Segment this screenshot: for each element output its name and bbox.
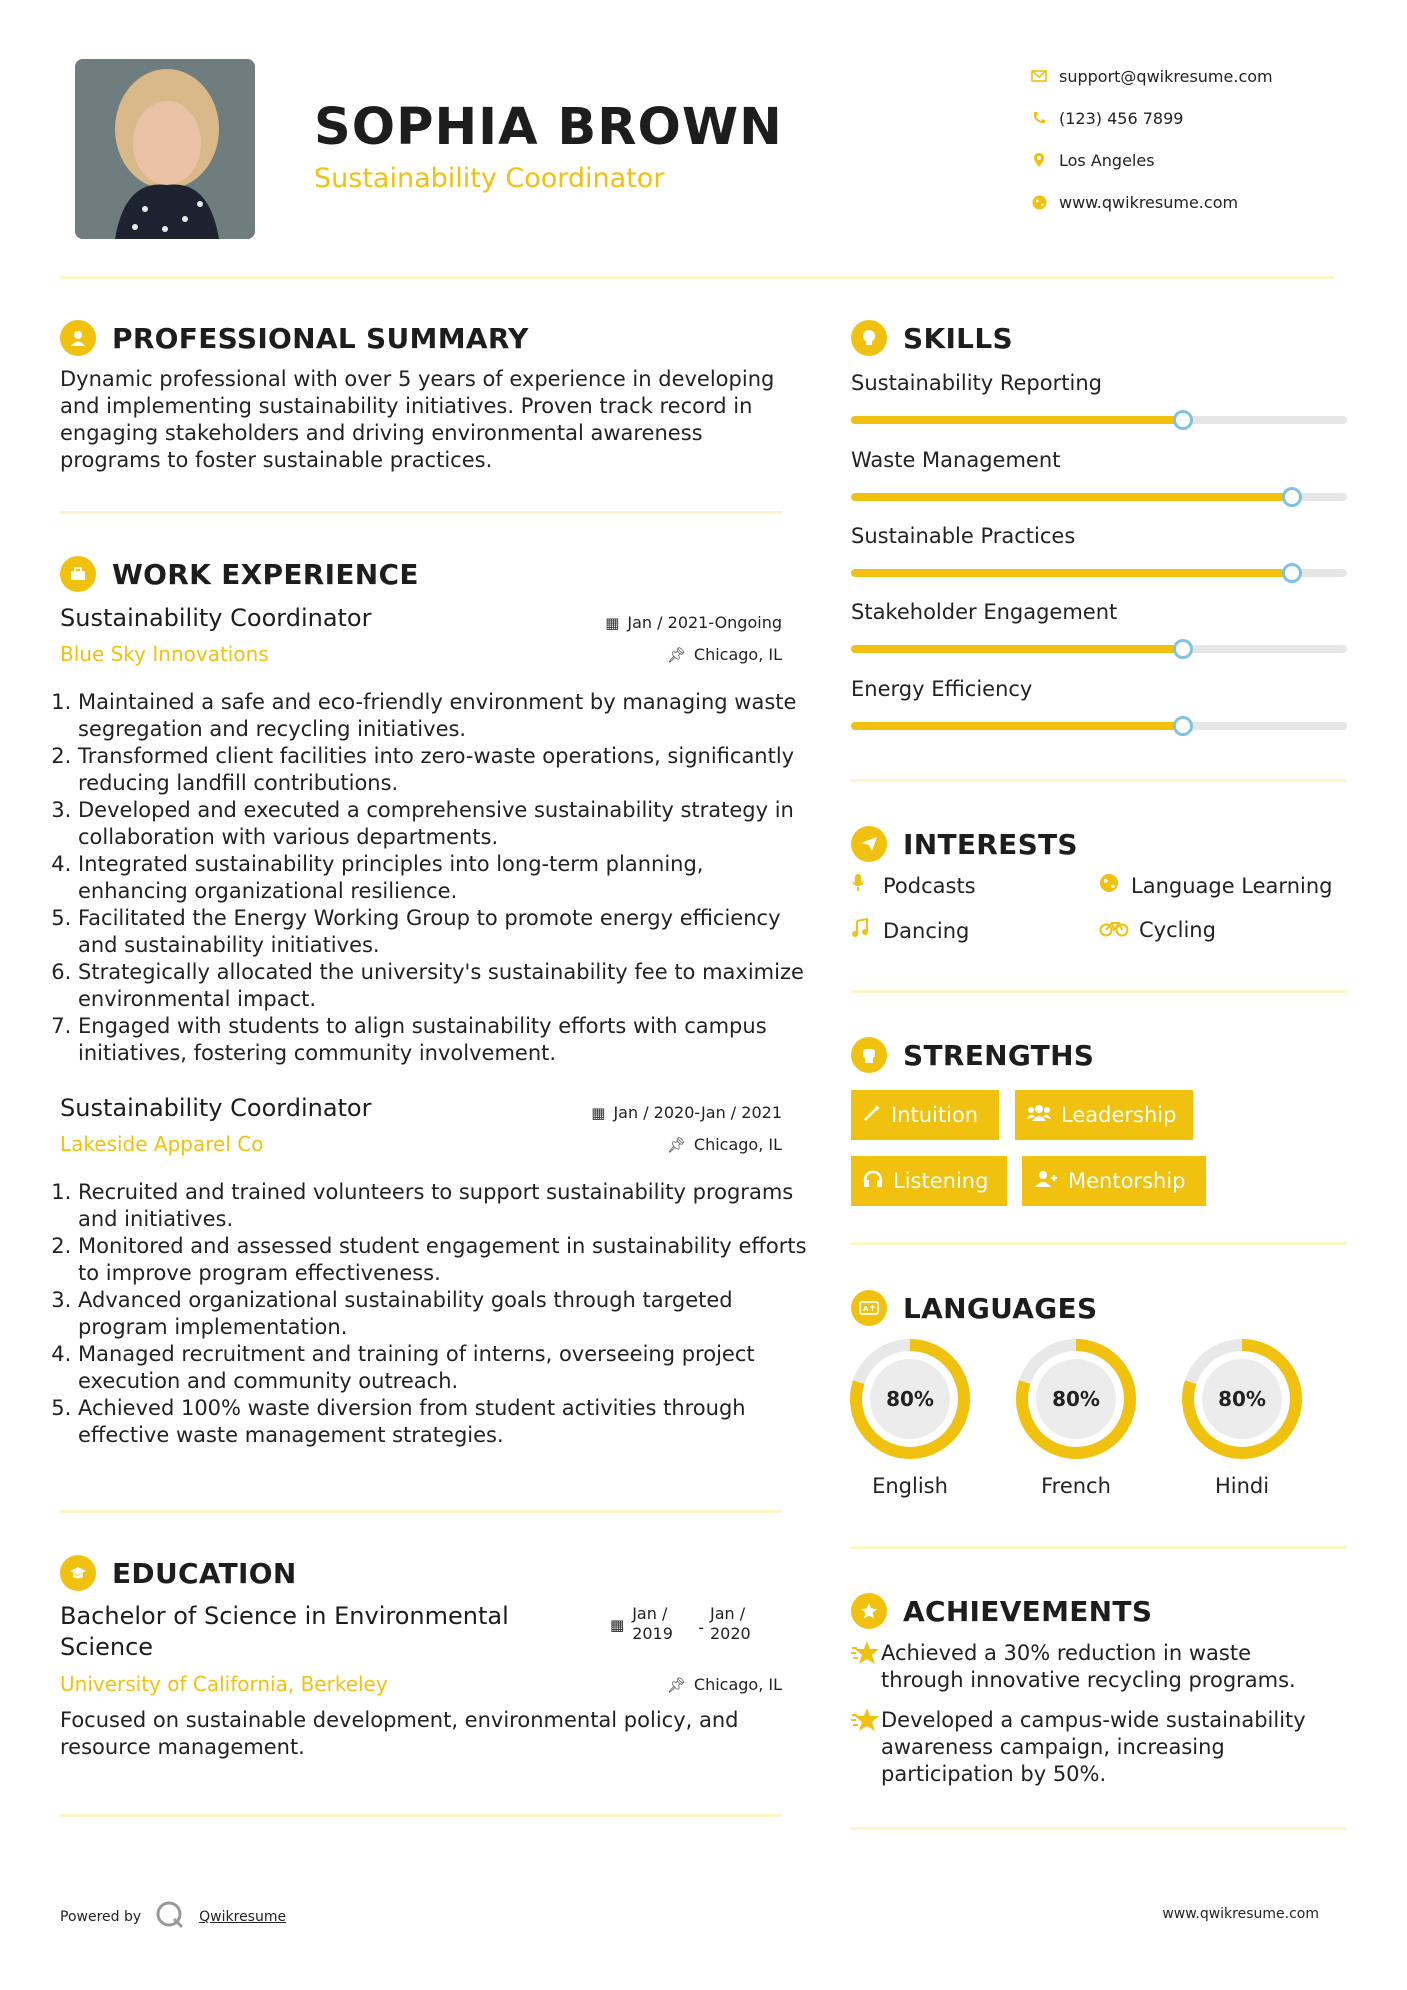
- strength-label: Listening: [893, 1169, 989, 1193]
- achievements-divider: [851, 1827, 1347, 1830]
- gauge-percent: 80%: [886, 1387, 934, 1411]
- language-name: English: [872, 1474, 948, 1498]
- job-2-company: Lakeside Apparel Co: [60, 1132, 264, 1156]
- languages-divider: [851, 1546, 1347, 1549]
- achievement-text: Developed a campus-wide sustainability awareness campaign, increasing participation by 50%.: [881, 1708, 1306, 1786]
- experience-heading: [60, 556, 419, 592]
- calendar-icon: ▦: [591, 1103, 606, 1122]
- job-2-location: [522, 1135, 782, 1154]
- strength-chip-listening: [851, 1156, 1007, 1206]
- skill-bar-fill: [851, 569, 1292, 577]
- strength-label: Mentorship: [1068, 1169, 1186, 1193]
- contact-phone[interactable]: [1019, 97, 1319, 139]
- language-name: Hindi: [1214, 1474, 1270, 1498]
- strengths-heading: [851, 1037, 1094, 1073]
- fist-icon: [851, 1037, 887, 1073]
- skill-name: Waste Management: [851, 448, 1061, 472]
- job-1-responsibilities: [60, 689, 813, 1067]
- list-item: 5. Achieved 100% waste diversion from student activities through effective waste management strategies.: [78, 1395, 813, 1449]
- skill-bar-knob: [1282, 487, 1302, 507]
- list-item: 7. Engaged with students to align sustainability efforts with campus initiatives, fostering community involvement.: [78, 1013, 813, 1067]
- profile-photo: [75, 59, 255, 239]
- list-item: 3. Developed and executed a comprehensive sustainability strategy in collaboration with various departments.: [78, 797, 813, 851]
- list-item: 1. Maintained a safe and eco-friendly environment by managing waste segregation and recycling initiatives.: [78, 689, 813, 743]
- strength-chip-intuition: [851, 1090, 999, 1140]
- graduation-icon: [60, 1555, 96, 1591]
- job-1-location: [522, 645, 782, 664]
- footer-url[interactable]: www.qwikresume.com: [1162, 1906, 1319, 1922]
- qwikresume-logo-icon: [155, 1900, 185, 1934]
- summary-text: Dynamic professional with over 5 years of experience in developing and implementing sustainability initiatives. Proven track record in engaging stakeholders and driving environmental awareness programs to foster sustainable practices.: [60, 367, 775, 472]
- skill-name: Sustainable Practices: [851, 524, 1076, 548]
- bicycle-icon: [1099, 918, 1135, 942]
- strength-chip-leadership: [1015, 1090, 1193, 1140]
- contact-website[interactable]: [1019, 181, 1319, 223]
- skill-name: Energy Efficiency: [851, 677, 1033, 701]
- user-plus-icon: [1034, 1169, 1058, 1193]
- job-2-date: [522, 1103, 782, 1122]
- contact-location-text: Los Angeles: [1059, 150, 1155, 170]
- powered-by-text: Powered by: [60, 1909, 142, 1925]
- skill-bar: [851, 645, 1347, 653]
- star-badge-icon: [851, 1707, 881, 1788]
- interest-item: [851, 873, 976, 898]
- list-item: 6. Strategically allocated the university's sustainability fee to maximize environmental impact.: [78, 959, 813, 1013]
- skill-bar-fill: [851, 493, 1292, 501]
- education-date-start: Jan / 2019: [632, 1604, 673, 1643]
- education-divider: [60, 1814, 782, 1817]
- job-1-date: [522, 613, 782, 632]
- skill-bar-fill: [851, 722, 1183, 730]
- pin-icon: 📌︎: [666, 645, 686, 664]
- skill-bar: [851, 569, 1347, 577]
- interests-divider: [851, 990, 1347, 993]
- list-item: 4. Integrated sustainability principles into long-term planning, enhancing organizational resilience.: [78, 851, 813, 905]
- achievements-heading: [851, 1593, 1152, 1629]
- contact-email[interactable]: [1019, 55, 1319, 97]
- candidate-role: Sustainability Coordinator: [314, 163, 665, 194]
- job-2-title: Sustainability Coordinator: [60, 1094, 372, 1122]
- education-degree: Bachelor of Science in Environmental Science: [60, 1602, 509, 1661]
- calendar-icon: ▦: [610, 1616, 625, 1634]
- job-1-location-text: Chicago, IL: [693, 645, 782, 664]
- briefcase-icon: [60, 556, 96, 592]
- globe-icon: [1019, 195, 1059, 210]
- education-title: EDUCATION: [112, 1556, 297, 1590]
- strengths-divider: [851, 1242, 1347, 1245]
- mail-icon: [1019, 70, 1059, 82]
- calendar-icon: ▦: [605, 613, 620, 632]
- pin-icon: 📌︎: [666, 1675, 686, 1694]
- interest-item: [851, 918, 969, 943]
- skill-name: Stakeholder Engagement: [851, 600, 1118, 624]
- strength-label: Leadership: [1061, 1103, 1177, 1127]
- education-dates: [610, 1604, 790, 1644]
- candidate-name: SOPHIA BROWN: [314, 98, 783, 157]
- music-icon: [851, 918, 879, 943]
- svg-text:A: A: [863, 1305, 869, 1313]
- education-location: [522, 1675, 782, 1694]
- language-gauge: [850, 1339, 970, 1459]
- education-location-text: Chicago, IL: [693, 1675, 782, 1694]
- summary-divider: [60, 511, 782, 514]
- contact-phone-text: (123) 456 7899: [1059, 108, 1184, 128]
- language-gauge: [1182, 1339, 1302, 1459]
- contact-location: [1019, 139, 1319, 181]
- gauge-percent: 80%: [1052, 1387, 1100, 1411]
- job-2-location-text: Chicago, IL: [693, 1135, 782, 1154]
- microphone-icon: [851, 873, 879, 898]
- contact-website-text: www.qwikresume.com: [1059, 192, 1239, 212]
- qwikresume-link[interactable]: Qwikresume: [199, 1909, 287, 1925]
- pin-icon: 📌︎: [666, 1135, 686, 1154]
- achievements-title: ACHIEVEMENTS: [903, 1594, 1153, 1628]
- job-1-company: Blue Sky Innovations: [60, 642, 269, 666]
- list-item: 4. Managed recruitment and training of interns, overseeing project execution and community outreach.: [78, 1341, 813, 1395]
- summary-title: PROFESSIONAL SUMMARY: [112, 321, 529, 355]
- header-divider: [60, 276, 1334, 279]
- job-2-date-text: Jan / 2020-Jan / 2021: [613, 1103, 782, 1122]
- experience-divider: [60, 1510, 782, 1513]
- skill-bar-knob: [1282, 563, 1302, 583]
- contact-list: [1019, 55, 1319, 223]
- job-1-date-text: Jan / 2021-Ongoing: [627, 613, 782, 632]
- education-heading: [60, 1555, 297, 1591]
- education-school: University of California, Berkeley: [60, 1672, 388, 1696]
- list-item: 3. Advanced organizational sustainability goals through targeted program implementation.: [78, 1287, 813, 1341]
- summary-heading: [60, 320, 529, 356]
- interest-label: Cycling: [1139, 918, 1216, 942]
- job-1-title: Sustainability Coordinator: [60, 604, 372, 632]
- strengths-title: STRENGTHS: [903, 1038, 1095, 1072]
- list-item: 2. Transformed client facilities into zero-waste operations, significantly reducing landfill contributions.: [78, 743, 813, 797]
- language-name: French: [1041, 1474, 1111, 1498]
- gauge-percent: 80%: [1218, 1387, 1266, 1411]
- lightbulb-icon: [851, 320, 887, 356]
- interest-label: Dancing: [883, 918, 970, 943]
- skill-name: Sustainability Reporting: [851, 371, 1102, 395]
- achievement-item: [851, 1640, 1331, 1694]
- education-date-end: Jan / 2020: [709, 1604, 751, 1643]
- interest-item: [1099, 918, 1216, 942]
- skill-bar-fill: [851, 416, 1183, 424]
- skill-bar-knob: [1173, 410, 1193, 430]
- experience-title: WORK EXPERIENCE: [112, 557, 419, 591]
- skill-bar-fill: [851, 645, 1183, 653]
- skills-divider: [851, 779, 1347, 782]
- headphones-icon: [863, 1169, 883, 1193]
- location-icon: [1019, 152, 1059, 168]
- skill-bar: [851, 416, 1347, 424]
- strength-label: Intuition: [891, 1103, 979, 1127]
- language-gauge: [1016, 1339, 1136, 1459]
- contact-email-text: support@qwikresume.com: [1059, 66, 1273, 86]
- list-item: 2. Monitored and assessed student engagement in sustainability efforts to improve program effectiveness.: [78, 1233, 813, 1287]
- interest-item: [1099, 873, 1332, 898]
- achievement-item: [851, 1707, 1331, 1788]
- users-icon: [1027, 1103, 1051, 1127]
- footer-powered-by: [60, 1900, 286, 1934]
- skills-heading: [851, 320, 1013, 356]
- list-item: 5. Facilitated the Energy Working Group to promote energy efficiency and sustainability initiatives.: [78, 905, 813, 959]
- date-separator: -: [698, 1618, 704, 1637]
- job-2-responsibilities: [60, 1179, 813, 1449]
- interests-heading: [851, 826, 1078, 862]
- achievement-text: Achieved a 30% reduction in waste through innovative recycling programs.: [881, 1641, 1296, 1692]
- star-badge-icon: [851, 1640, 881, 1694]
- skill-bar-knob: [1173, 716, 1193, 736]
- languages-heading: [851, 1290, 1097, 1326]
- portrait-image: [75, 59, 255, 239]
- language-icon: [851, 1290, 887, 1326]
- paper-plane-icon: [851, 826, 887, 862]
- interest-label: Podcasts: [883, 873, 976, 898]
- languages-title: LANGUAGES: [903, 1291, 1098, 1325]
- interest-label: Language Learning: [1131, 873, 1333, 898]
- skill-bar: [851, 722, 1347, 730]
- education-description: Focused on sustainable development, environmental policy, and resource management.: [60, 1708, 739, 1759]
- skill-bar: [851, 493, 1347, 501]
- list-item: 1. Recruited and trained volunteers to support sustainability programs and initiatives.: [78, 1179, 813, 1233]
- user-icon: [60, 320, 96, 356]
- star-icon: [851, 1593, 887, 1629]
- magic-wand-icon: [863, 1103, 881, 1127]
- strength-chip-mentorship: [1022, 1156, 1206, 1206]
- skill-bar-knob: [1173, 639, 1193, 659]
- phone-icon: [1019, 111, 1059, 125]
- interests-title: INTERESTS: [903, 827, 1078, 861]
- skills-title: SKILLS: [903, 321, 1013, 355]
- globe-icon: [1099, 873, 1127, 898]
